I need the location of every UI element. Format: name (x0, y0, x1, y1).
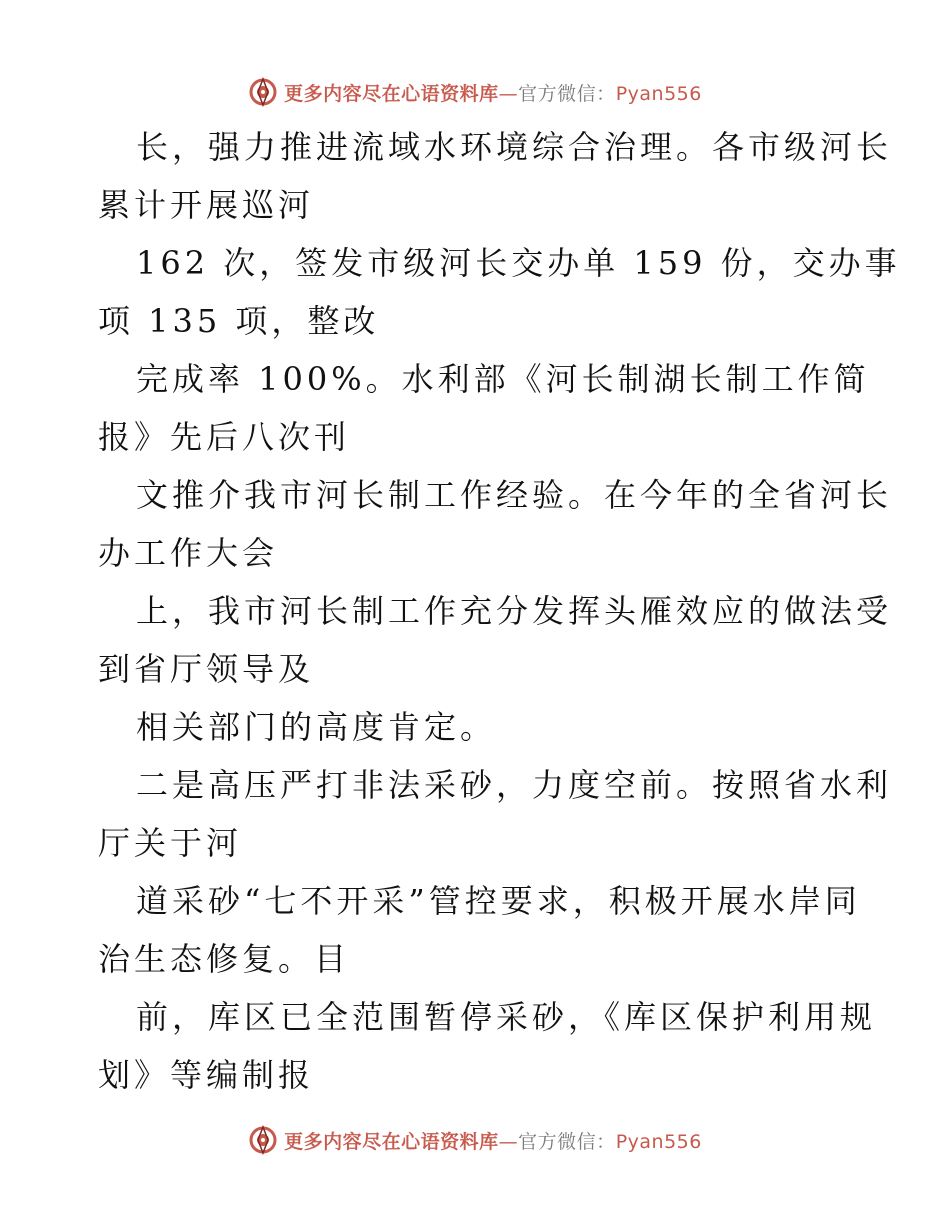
watermark-separator: — (498, 82, 519, 105)
watermark-label: 官方微信： (518, 1130, 616, 1153)
watermark-brand: 更多内容尽在心语资料库 (284, 1130, 499, 1153)
text-line: 上，我市河长制工作充分发挥头雁效应的做法受 (136, 592, 893, 630)
text-line: 前，库区已全范围暂停采砂，《库区保护利用规 (136, 998, 877, 1036)
text-line: 文推介我市河长制工作经验。在今年的全省河长 (136, 476, 893, 514)
pen-nib-circle-icon (248, 77, 278, 107)
text-line: 报》先后八次刊 (98, 418, 351, 456)
watermark-text (284, 1127, 702, 1154)
text-line: 二是高压严打非法采砂，力度空前。按照省水利 (136, 766, 893, 804)
text-line: 办工作大会 (98, 534, 279, 572)
text-line: 162 次，签发市级河长交办单 159 份，交办事 (136, 244, 901, 282)
document-body (98, 118, 901, 1104)
watermark-label: 官方微信： (518, 82, 616, 105)
text-line: 划》等编制报 (98, 1056, 315, 1094)
text-line: 治生态修复。目 (98, 940, 351, 978)
watermark-text (284, 79, 702, 106)
footer-watermark (0, 1120, 950, 1160)
watermark-id: Pyan556 (615, 82, 702, 105)
watermark-brand: 更多内容尽在心语资料库 (284, 82, 499, 105)
text-line: 到省厅领导及 (98, 650, 315, 688)
text-line: 完成率 100%。水利部《河长制湖长制工作简 (136, 360, 870, 398)
text-line: 项 135 项，整改 (98, 302, 380, 340)
header-watermark (0, 72, 950, 112)
pen-nib-circle-icon (248, 1125, 278, 1155)
text-line: 道采砂“七不开采”管控要求，积极开展水岸同 (136, 882, 861, 920)
text-line: 厅关于河 (98, 824, 243, 862)
watermark-id: Pyan556 (615, 1130, 702, 1153)
text-line: 长，强力推进流域水环境综合治理。各市级河长 (136, 128, 893, 166)
text-line: 累计开展巡河 (98, 186, 315, 224)
watermark-separator: — (498, 1130, 519, 1153)
text-line: 相关部门的高度肯定。 (136, 708, 497, 746)
